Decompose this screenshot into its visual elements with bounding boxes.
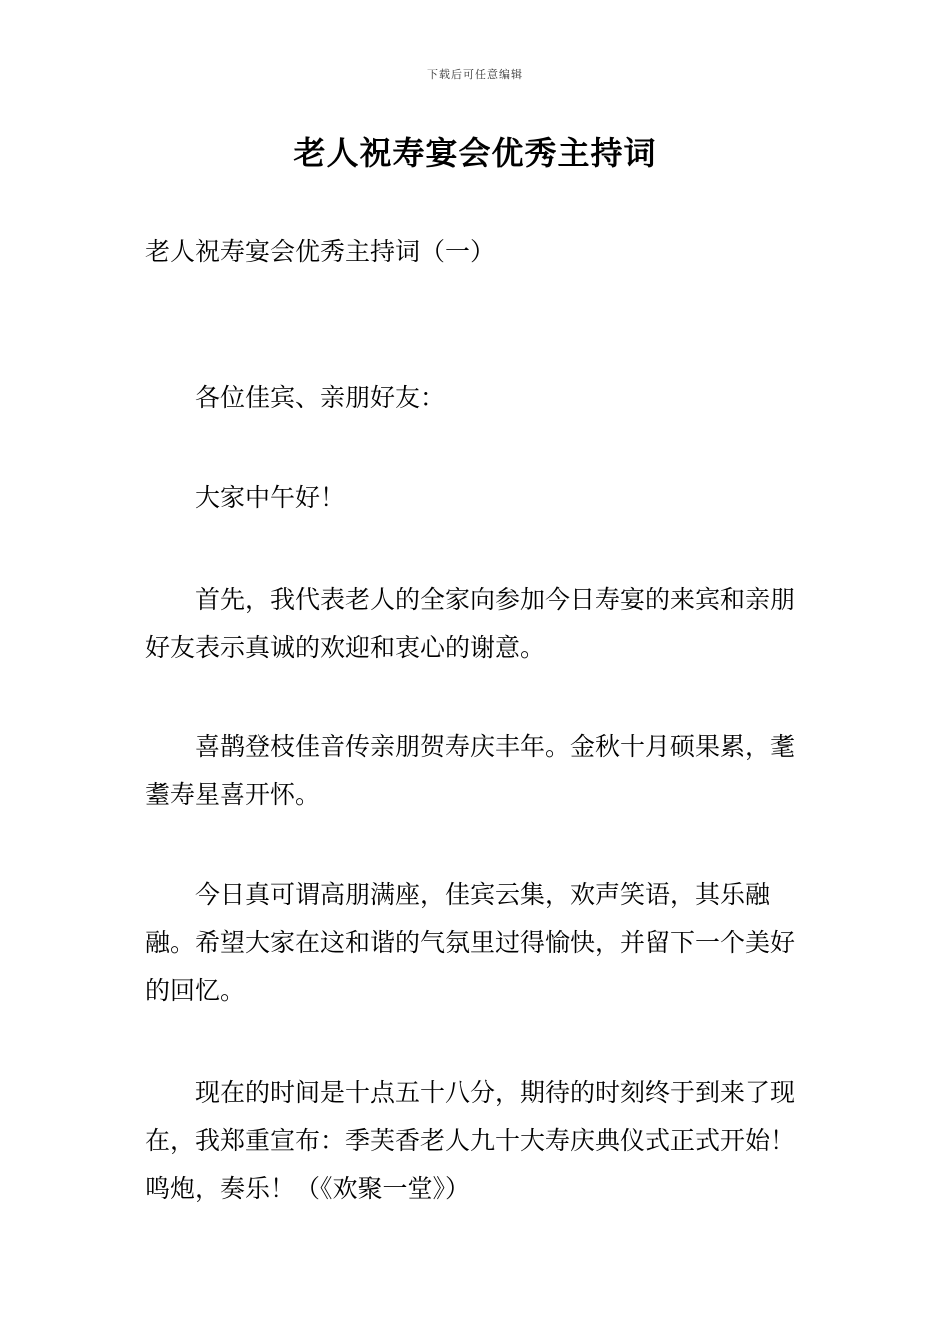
paragraph-announcement: 现在的时间是十点五十八分，期待的时刻终于到来了现在，我郑重宣布：季芙香老人九十大寿庆典仪式正式开始！鸣炮，奏乐！（《欢聚一堂》） [145, 1078, 796, 1203]
paragraph-welcome: 首先，我代表老人的全家向参加今日寿宴的来宾和亲朋好友表示真诚的欢迎和衷心的谢意。 [145, 585, 796, 662]
paragraph-good-noon: 大家中午好！ [195, 483, 346, 512]
paragraph-atmosphere: 今日真可谓高朋满座，佳宾云集，欢声笑语，其乐融融。希望大家在这和谐的气氛里过得愉快，并留下一个美好的回忆。 [145, 880, 796, 1005]
paragraph-greeting: 各位佳宾、亲朋好友： [195, 383, 446, 412]
header-note: 下载后可任意编辑 [427, 68, 523, 81]
document-title: 老人祝寿宴会优秀主持词 [293, 134, 657, 172]
paragraph-celebration: 喜鹊登枝佳音传亲朋贺寿庆丰年。金秋十月硕果累，耄耋寿星喜开怀。 [145, 732, 796, 809]
section-subtitle: 老人祝寿宴会优秀主持词（一） [145, 237, 496, 266]
